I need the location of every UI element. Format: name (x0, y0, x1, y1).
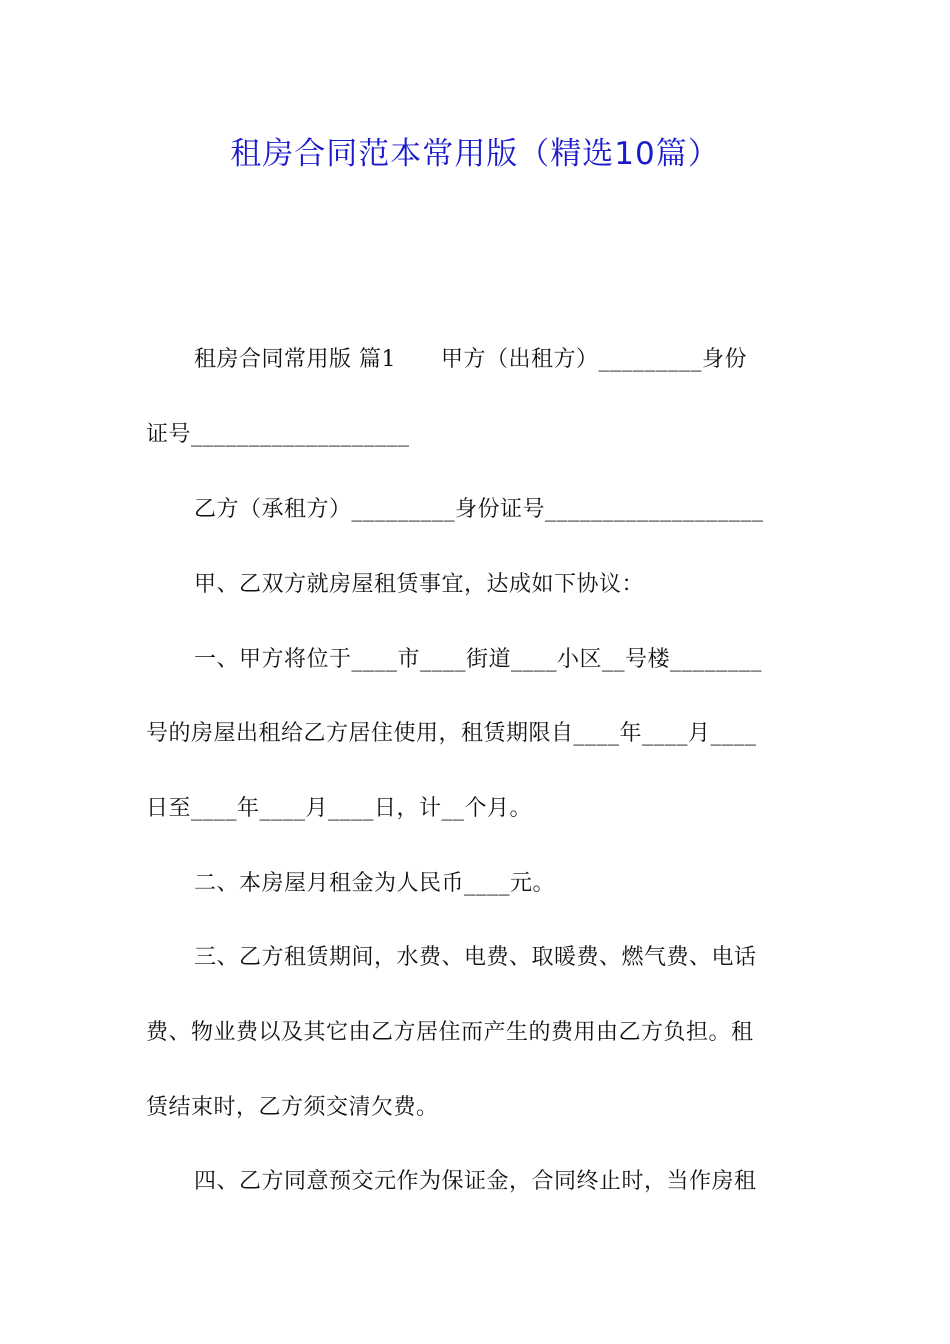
body-line: 日至____年____月____日，计__个月。 (146, 796, 533, 821)
body-line: 租房合同常用版 篇1 甲方（出租方）_________身份 (194, 347, 747, 372)
body-line: 二、本房屋月租金为人民币____元。 (194, 871, 556, 896)
body-line: 一、甲方将位于____市____街道____小区__号楼________ (194, 647, 763, 672)
body-line: 乙方（承租方）_________身份证号___________________ (194, 497, 764, 522)
body-line: 费、物业费以及其它由乙方居住而产生的费用由乙方负担。租 (146, 1020, 754, 1045)
body-line: 甲、乙双方就房屋租赁事宜，达成如下协议： (194, 572, 645, 597)
body-line: 证号___________________ (146, 422, 410, 447)
body-line: 三、乙方租赁期间，水费、电费、取暖费、燃气费、电话 (194, 945, 757, 970)
body-line: 四、乙方同意预交元作为保证金，合同终止时，当作房租 (194, 1169, 757, 1194)
body-line: 赁结束时，乙方须交清欠费。 (146, 1095, 439, 1120)
document-title: 租房合同范本常用版（精选10篇） (230, 136, 720, 172)
body-line: 号的房屋出租给乙方居住使用，租赁期限自____年____月____ (146, 721, 757, 746)
